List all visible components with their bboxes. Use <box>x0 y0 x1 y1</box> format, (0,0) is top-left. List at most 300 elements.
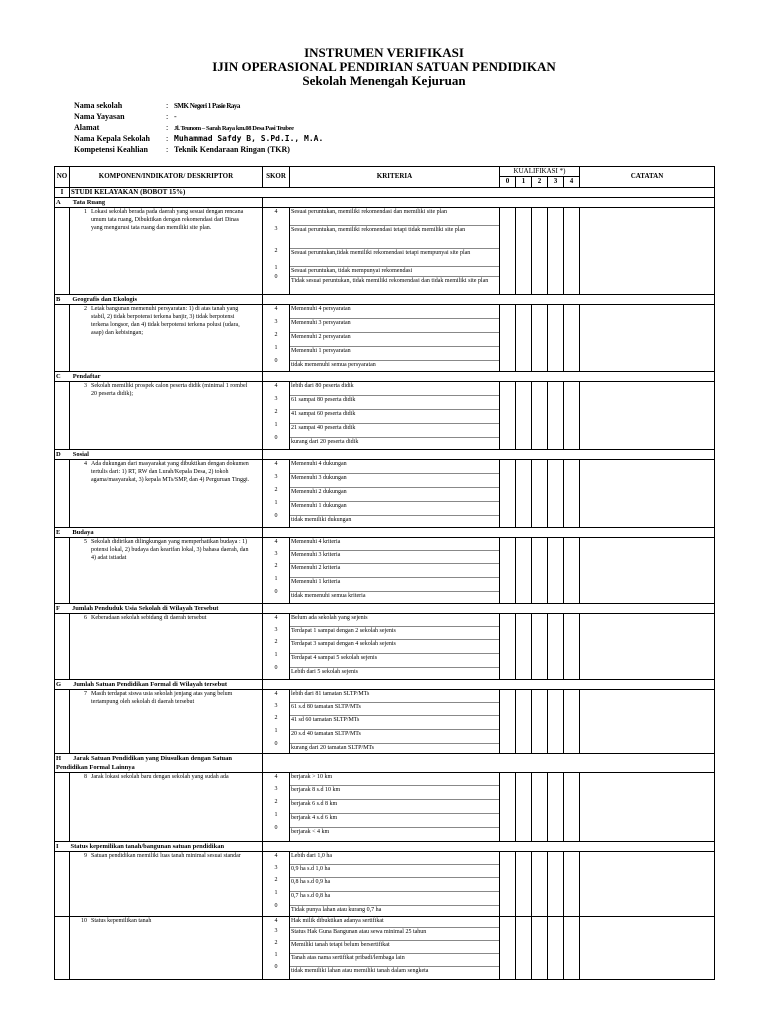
criteria-item: 21 sampai 40 peserta didik <box>290 423 499 437</box>
criteria-item: 41 sd 60 tamatan SLTP/MTs <box>290 715 499 729</box>
info-colon: : <box>166 123 169 132</box>
group-row <box>55 198 715 208</box>
group-row-blank <box>263 528 715 538</box>
descriptor-text: Ada dukungan dari masyarakat yang dibuktikan dengan dokumen tertulis dari: 1) RT, RW dan Lurah/Kepala Desa, 2) tokoh agama/masyarakat, 3) kepala MTs/SMP, dan 4) Perguruan Tinggi. <box>91 461 250 483</box>
info-label: Alamat <box>74 123 100 132</box>
score-value: 1 <box>274 576 278 582</box>
criteria-item: berjarak > 10 km <box>291 774 333 780</box>
qualification-checkbox[interactable] <box>516 538 532 604</box>
header-q0: 0 <box>500 177 516 188</box>
group-title: Budaya <box>72 529 94 536</box>
info-row <box>74 133 323 144</box>
score-value: 4 <box>274 383 278 389</box>
criteria-item: Memenuhi 3 persyaratan <box>290 318 499 332</box>
qualification-checkbox[interactable] <box>548 917 564 980</box>
qualification-checkbox[interactable] <box>500 917 516 980</box>
notes-cell[interactable] <box>580 305 715 372</box>
descriptor-text: Sekolah memiliki prospek calon peserta didik (minimal 1 rombel 20 peserta didik); <box>91 383 248 397</box>
group-letter: I Status kepemilikan tanah/bangunan satuan pendidikan <box>55 842 263 852</box>
table-row <box>55 917 715 980</box>
group-row-blank <box>263 450 715 460</box>
descriptor-cell <box>70 614 263 680</box>
criteria-cell <box>290 538 500 604</box>
criteria-item: tidak memiliki dukungan <box>290 515 499 527</box>
descriptor-text: Jarak lokasi sekolah baru dengan sekolah yang sudah ada <box>91 774 229 780</box>
group-row-blank <box>263 842 715 852</box>
criteria-item: Memenuhi 3 kriteria <box>290 550 499 563</box>
qualification-checkbox[interactable] <box>500 614 516 680</box>
score-value: 3 <box>274 226 278 232</box>
score-value: 2 <box>274 940 278 946</box>
score-cell <box>263 208 290 295</box>
qualification-checkbox[interactable] <box>532 382 548 450</box>
group-title: Jumlah Satuan Pendidikan Formal di Wilayah tersebut <box>73 681 228 688</box>
criteria-item: 61 s.d 80 tamatan SLTP/MTs <box>290 702 499 715</box>
info-label: Nama Yayasan <box>74 112 125 121</box>
score-value: 0 <box>274 435 278 441</box>
group-title: Geografis dan Ekologis <box>72 296 137 303</box>
group-row <box>55 528 715 538</box>
notes-cell[interactable] <box>580 614 715 680</box>
criteria-cell <box>290 305 500 372</box>
group-letter: E Budaya <box>55 528 263 538</box>
score-stack <box>264 382 288 445</box>
notes-cell[interactable] <box>580 773 715 842</box>
score-value: 4 <box>274 774 278 780</box>
table-row <box>55 614 715 680</box>
score-cell <box>263 773 290 842</box>
criteria-item: Sesuai peruntukan, memiliki rekomendasi tetapi tidak memiliki site plan <box>290 225 499 248</box>
qualification-checkbox[interactable] <box>564 460 580 528</box>
qualification-checkbox[interactable] <box>564 382 580 450</box>
group-title: Sosial <box>72 451 89 458</box>
row-no-cell <box>55 208 70 295</box>
score-value: 3 <box>274 396 278 402</box>
notes-cell[interactable] <box>580 917 715 980</box>
descriptor-number: 10 <box>81 918 87 924</box>
score-stack <box>264 208 288 290</box>
row-no-cell <box>55 690 70 754</box>
qualification-checkbox[interactable] <box>548 690 564 754</box>
qualification-checkbox[interactable] <box>532 460 548 528</box>
score-value: 4 <box>274 918 278 924</box>
group-letter: C Pendaftar <box>55 372 263 382</box>
group-letter: A Tata Ruang <box>55 198 263 208</box>
header-skor: SKOR <box>263 167 290 188</box>
info-colon: : <box>166 134 169 143</box>
score-value: 1 <box>274 952 278 958</box>
score-stack <box>264 460 288 523</box>
document-title-block <box>0 46 768 88</box>
criteria-item: Memenuhi 1 persyaratan <box>290 346 499 360</box>
qualification-checkbox[interactable] <box>500 460 516 528</box>
table-row <box>55 852 715 917</box>
info-label: Nama Kepala Sekolah <box>74 134 151 143</box>
score-value: 4 <box>274 853 278 859</box>
group-row <box>55 604 715 614</box>
score-value: 4 <box>274 615 278 621</box>
criteria-item: berjarak 4 s.d 6 km <box>290 813 499 827</box>
info-row <box>74 122 323 133</box>
qualification-checkbox[interactable] <box>532 208 548 295</box>
row-no-cell <box>55 305 70 372</box>
descriptor-number: 5 <box>84 539 87 545</box>
descriptor-text: Sekolah didirikan dilingkungan yang memperhatikan budaya : 1) potensi lokal, 2) budaya dan kearifan lokal, 3) bahasa daerah, dan 4) adat istiadat <box>91 539 249 561</box>
qualification-checkbox[interactable] <box>516 305 532 372</box>
qualification-checkbox[interactable] <box>548 773 564 842</box>
qualification-checkbox[interactable] <box>500 305 516 372</box>
criteria-item: 0,8 ha s.d 0,9 ha <box>290 877 499 891</box>
row-no-cell <box>55 917 70 980</box>
row-no-cell <box>55 460 70 528</box>
criteria-cell <box>290 614 500 680</box>
score-value: 0 <box>274 513 278 519</box>
criteria-item: Memenuhi 4 dukungan <box>291 461 347 467</box>
group-row <box>55 295 715 305</box>
criteria-item: Tidak punya lahan atau kurang 0,7 ha <box>290 905 499 916</box>
criteria-item: berjarak 8 s.d 10 km <box>290 785 499 799</box>
group-title: Status kepemilikan tanah/bangunan satuan pendidikan <box>70 843 225 850</box>
descriptor-text: Satuan pendidikan memiliki luas tanah minimal sesuai standar <box>91 853 241 859</box>
descriptor-cell <box>70 690 263 754</box>
qualification-checkbox[interactable] <box>516 460 532 528</box>
header-kriteria: KRITERIA <box>290 167 500 188</box>
table-row <box>55 690 715 754</box>
notes-cell[interactable] <box>580 208 715 295</box>
criteria-item: Memenuhi 4 kriteria <box>291 539 341 545</box>
descriptor-text: Lokasi sekolah berada pada daerah yang sesuai dengan rencana umum tata ruang, Dibuktikan dengan rekomendasi dari Dinas yang mengurusi tata ruang dan memiliki site plan. <box>91 209 244 231</box>
criteria-cell <box>290 773 500 842</box>
school-info <box>74 100 323 155</box>
score-cell <box>263 852 290 917</box>
qualification-checkbox[interactable] <box>500 208 516 295</box>
qualification-checkbox[interactable] <box>564 208 580 295</box>
qualification-checkbox[interactable] <box>548 208 564 295</box>
score-value: 2 <box>274 877 278 883</box>
criteria-cell <box>290 917 500 980</box>
qualification-checkbox[interactable] <box>500 382 516 450</box>
criteria-cell <box>290 690 500 754</box>
descriptor-text: Masih terdapat siswa usia sekolah jenjang atas yang belum tertampung oleh sekolah di daerah tersebut <box>91 691 233 705</box>
qualification-checkbox[interactable] <box>532 917 548 980</box>
info-value: Jl. Teunom – Sarah Raya km.08 Desa Pasi Teubee <box>174 125 294 132</box>
qualification-checkbox[interactable] <box>548 538 564 604</box>
score-value: 3 <box>274 928 278 934</box>
qualification-checkbox[interactable] <box>532 852 548 917</box>
score-value: 4 <box>274 209 278 215</box>
qualification-checkbox[interactable] <box>564 773 580 842</box>
qualification-checkbox[interactable] <box>516 773 532 842</box>
criteria-item: Memenuhi 2 persyaratan <box>290 332 499 346</box>
qualification-checkbox[interactable] <box>564 614 580 680</box>
notes-cell[interactable] <box>580 852 715 917</box>
title-sekolah: Sekolah Menengah Kejuruan <box>302 73 466 88</box>
group-title: Pendaftar <box>72 373 101 380</box>
score-cell <box>263 538 290 604</box>
criteria-item: Sesuai peruntukan, tidak mempunyai rekomendasi <box>290 266 499 276</box>
info-colon: : <box>166 101 169 110</box>
criteria-item: 61 sampai 80 peserta didik <box>290 395 499 409</box>
score-value: 0 <box>274 903 278 909</box>
criteria-item: Memenuhi 3 dukungan <box>290 473 499 487</box>
header-komponen: KOMPONEN/INDIKATOR/ DESKRIPTOR <box>70 167 263 188</box>
score-value: 0 <box>274 274 278 280</box>
info-row <box>74 100 323 111</box>
criteria-item: Terdapat 3 sampai dengan 4 sekolah sejenis <box>290 639 499 653</box>
score-value: 3 <box>274 865 278 871</box>
qualification-checkbox[interactable] <box>532 614 548 680</box>
descriptor-number: 9 <box>84 853 87 859</box>
score-stack <box>264 305 288 367</box>
score-cell <box>263 690 290 754</box>
criteria-item: berjarak 6 s.d 8 km <box>290 799 499 813</box>
info-value: Muhammad Safdy B, S.Pd.I., M.A. <box>174 134 324 143</box>
score-stack <box>264 614 288 675</box>
descriptor-number: 7 <box>84 691 87 697</box>
table-body <box>55 188 715 980</box>
score-value: 1 <box>274 812 278 818</box>
criteria-item: lebih dari 81 tamatan SLTP/MTs <box>291 691 370 697</box>
criteria-item: berjarak < 4 km <box>290 827 499 841</box>
criteria-item: Lebih dari 5 sekolah sejenis <box>290 667 499 679</box>
qualification-checkbox[interactable] <box>516 690 532 754</box>
descriptor-cell <box>70 382 263 450</box>
qualification-checkbox[interactable] <box>564 917 580 980</box>
info-value: SMK Negeri 1 Pasie Raya <box>174 102 240 110</box>
qualification-checkbox[interactable] <box>548 382 564 450</box>
score-value: 0 <box>274 358 278 364</box>
header-catatan: CATATAN <box>580 167 715 188</box>
row-no-cell <box>55 614 70 680</box>
qualification-checkbox[interactable] <box>500 852 516 917</box>
qualification-checkbox[interactable] <box>564 852 580 917</box>
score-value: 2 <box>274 715 278 721</box>
criteria-item: Memenuhi 1 kriteria <box>290 577 499 591</box>
info-colon: : <box>166 145 169 154</box>
criteria-item: Tidak sesuai peruntukan, tidak memiliki rekomendasi dan tidak memiliki site plan <box>290 276 499 294</box>
group-title: Jarak Satuan Pendidikan yang Diusulkan dengan Satuan Pendidikan Formal Lainnya <box>56 755 233 771</box>
qualification-checkbox[interactable] <box>532 305 548 372</box>
criteria-cell <box>290 460 500 528</box>
score-value: 4 <box>274 306 278 312</box>
qualification-checkbox[interactable] <box>532 773 548 842</box>
descriptor-number: 4 <box>84 461 87 467</box>
descriptor-text: Keberadaan sekolah sebidang di daerah tersebut <box>91 615 207 621</box>
group-row <box>55 754 715 773</box>
score-value: 3 <box>274 703 278 709</box>
info-row <box>74 144 323 155</box>
score-value: 3 <box>274 786 278 792</box>
qualification-checkbox[interactable] <box>516 382 532 450</box>
notes-cell[interactable] <box>580 460 715 528</box>
verification-table <box>54 166 715 980</box>
table-row <box>55 382 715 450</box>
qualification-checkbox[interactable] <box>548 852 564 917</box>
criteria-item: Tanah atas nama sertifikat pribadi/lembaga lain <box>290 953 499 966</box>
header-q1: 1 <box>516 177 532 188</box>
table-row <box>55 460 715 528</box>
notes-cell[interactable] <box>580 538 715 604</box>
criteria-item: lebih dari 80 peserta didik <box>291 383 354 389</box>
qualification-checkbox[interactable] <box>548 614 564 680</box>
descriptor-number: 2 <box>84 306 87 312</box>
descriptor-cell <box>70 460 263 528</box>
score-value: 1 <box>274 728 278 734</box>
group-row <box>55 372 715 382</box>
score-value: 0 <box>274 589 278 595</box>
score-value: 3 <box>274 474 278 480</box>
descriptor-text: Letak bangunan memenuhi persyaratan: 1) di atas tanah yang stabil, 2) tidak berpotensi terkena banjir, 3) tidak berpotensi terkena longsor, dan 4) tidak berpotensi terkena polusi (udara, asap) dan kebisingan; <box>91 306 240 336</box>
header-q4: 4 <box>564 177 580 188</box>
criteria-item: Terdapat 1 sampai dengan 2 sekolah sejenis <box>290 626 499 639</box>
row-no-cell <box>55 773 70 842</box>
score-cell <box>263 614 290 680</box>
descriptor-number: 8 <box>84 774 87 780</box>
score-value: 4 <box>274 691 278 697</box>
score-value: 2 <box>274 563 278 569</box>
score-cell <box>263 460 290 528</box>
criteria-item: Memenuhi 2 dukungan <box>290 487 499 501</box>
criteria-item: Memenuhi 2 kriteria <box>290 563 499 577</box>
group-letter: D Sosial <box>55 450 263 460</box>
descriptor-cell <box>70 305 263 372</box>
criteria-item: 20 s.d 40 tamatan SLTP/MTs <box>290 729 499 743</box>
score-cell <box>263 917 290 980</box>
section-row <box>55 188 715 198</box>
criteria-item: Sesuai peruntukan, memiliki rekomendasi dan memiliki site plan <box>291 209 447 215</box>
header-no: NO <box>55 167 70 188</box>
group-letter: G Jumlah Satuan Pendidikan Formal di Wilayah tersebut <box>55 680 263 690</box>
score-value: 1 <box>274 890 278 896</box>
table-row <box>55 773 715 842</box>
criteria-item: Hak milik dibuktikan adanya sertifikat <box>291 918 384 924</box>
score-value: 0 <box>274 665 278 671</box>
qualification-checkbox[interactable] <box>500 538 516 604</box>
info-value: Teknik Kendaraan Ringan (TKR) <box>174 145 290 154</box>
criteria-cell <box>290 382 500 450</box>
notes-cell[interactable] <box>580 382 715 450</box>
group-title: Jumlah Penduduk Usia Sekolah di Wilayah Tersebut <box>71 605 219 612</box>
criteria-item: 41 sampai 60 peserta didik <box>290 409 499 423</box>
header-q2: 2 <box>532 177 548 188</box>
row-no-cell <box>55 382 70 450</box>
section-title: STUDI KELAYAKAN (BOBOT 15%) <box>70 188 715 198</box>
criteria-item: Terdapat 4 sampai 5 sekolah sejenis <box>290 653 499 667</box>
score-stack <box>264 773 288 837</box>
info-value: - <box>174 112 177 121</box>
info-label: Kompetensi Keahlian <box>74 145 149 154</box>
criteria-item: Memiliki tanah tetapi belum bersertifikat <box>290 940 499 953</box>
score-stack <box>264 538 288 599</box>
group-letter: F Jumlah Penduduk Usia Sekolah di Wilayah Tersebut <box>55 604 263 614</box>
score-cell <box>263 305 290 372</box>
qualification-checkbox[interactable] <box>516 852 532 917</box>
descriptor-number: 3 <box>84 383 87 389</box>
criteria-item: kurang dari 20 peserta didik <box>290 437 499 449</box>
group-row-blank <box>263 604 715 614</box>
descriptor-cell <box>70 773 263 842</box>
score-stack <box>264 690 288 749</box>
qualification-checkbox[interactable] <box>548 305 564 372</box>
criteria-item: tidak memenuhi semua kriteria <box>290 591 499 603</box>
descriptor-number: 6 <box>84 615 87 621</box>
qualification-checkbox[interactable] <box>516 917 532 980</box>
descriptor-cell <box>70 208 263 295</box>
header-q3: 3 <box>548 177 564 188</box>
criteria-cell <box>290 852 500 917</box>
score-value: 3 <box>274 319 278 325</box>
score-value: 0 <box>274 964 278 970</box>
criteria-item: Status Hak Guna Bangunan atau sewa minimal 25 tahun <box>290 927 499 940</box>
score-value: 3 <box>274 551 278 557</box>
descriptor-cell <box>70 917 263 980</box>
table-row <box>55 305 715 372</box>
group-row-blank <box>263 198 715 208</box>
qualification-checkbox[interactable] <box>500 773 516 842</box>
score-value: 1 <box>274 265 278 271</box>
criteria-item: tidak memenuhi semua persyaratan <box>290 360 499 371</box>
criteria-item: Memenuhi 1 dukungan <box>290 501 499 515</box>
info-row <box>74 111 323 122</box>
notes-cell[interactable] <box>580 690 715 754</box>
score-value: 1 <box>274 422 278 428</box>
score-cell <box>263 382 290 450</box>
qualification-checkbox[interactable] <box>516 208 532 295</box>
score-value: 0 <box>274 825 278 831</box>
group-row-blank <box>263 680 715 690</box>
score-value: 3 <box>274 627 278 633</box>
qualification-checkbox[interactable] <box>564 305 580 372</box>
descriptor-number: 1 <box>84 209 87 215</box>
score-value: 4 <box>274 539 278 545</box>
score-value: 1 <box>274 345 278 351</box>
score-value: 2 <box>274 332 278 338</box>
score-stack <box>264 852 288 912</box>
criteria-item: Belum ada sekolah yang sejenis <box>291 615 368 621</box>
info-label: Nama sekolah <box>74 101 123 110</box>
group-row <box>55 450 715 460</box>
score-value: 2 <box>274 639 278 645</box>
group-letter: H Jarak Satuan Pendidikan yang Diusulkan dengan Satuan Pendidikan Formal Lainnya <box>55 754 263 773</box>
qualification-checkbox[interactable] <box>532 538 548 604</box>
criteria-item: Sesuai peruntukan,tidak memiliki rekomendasi tetapi mempunyai site plan <box>290 248 499 266</box>
score-value: 2 <box>274 248 278 254</box>
info-colon: : <box>166 112 169 121</box>
qualification-checkbox[interactable] <box>564 538 580 604</box>
group-row <box>55 680 715 690</box>
row-no-cell <box>55 852 70 917</box>
descriptor-cell <box>70 852 263 917</box>
group-title: Tata Ruang <box>72 199 106 206</box>
table-row <box>55 208 715 295</box>
score-value: 1 <box>274 500 278 506</box>
score-value: 2 <box>274 409 278 415</box>
row-no-cell <box>55 538 70 604</box>
qualification-checkbox[interactable] <box>516 614 532 680</box>
group-row-blank <box>263 295 715 305</box>
score-value: 2 <box>274 799 278 805</box>
criteria-item: 0,7 ha s.d 0,8 ha <box>290 891 499 905</box>
score-value: 0 <box>274 741 278 747</box>
score-value: 4 <box>274 461 278 467</box>
score-value: 1 <box>274 652 278 658</box>
qualification-checkbox[interactable] <box>548 460 564 528</box>
qualification-checkbox[interactable] <box>500 690 516 754</box>
qualification-checkbox[interactable] <box>564 690 580 754</box>
qualification-checkbox[interactable] <box>532 690 548 754</box>
header-kualifikasi: KUALIFIKASI *) <box>500 167 580 177</box>
score-stack <box>264 917 288 975</box>
